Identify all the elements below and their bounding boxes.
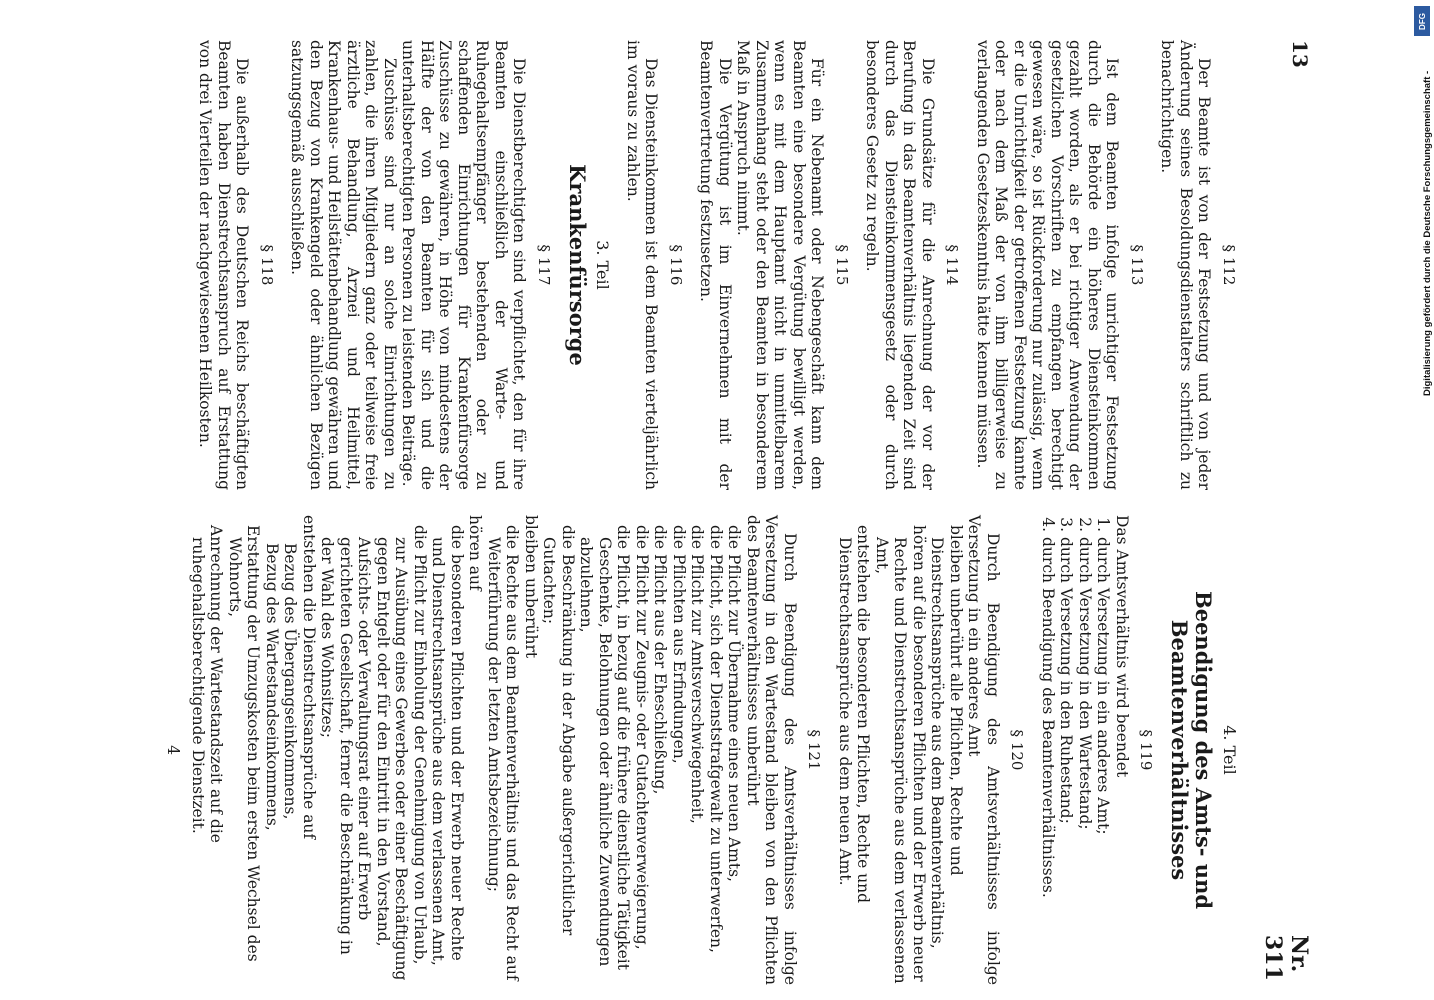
list-item: die Pflicht zur Übernahme eines neuen Amts, [725,525,744,882]
section-intro: Durch Beendigung des Amtsverhältnisses infolge Versetzung in ein anderes Amt [965,515,1002,985]
section-text: Für ein Nebenamt oder Nebengeschäft kann dem Beamten eine besondere Vergütung bewilligt werden, wenn es mit dem Hauptamt nicht in unmittelbarem Zusammenhang steht oder den Beamten in besonderem Maß in Anspruch nimmt. [734,40,827,490]
enumerated-list [1039,515,1113,985]
list-item: Anrechnung der Wartestandszeit auf die ruhegehaltsberechtigende Dienstzeit. [189,525,226,843]
section-intro: bleiben unberührt [522,515,540,659]
list-item: die Beschränkung in der Abgabe außergerichtlicher Gutachten; [540,525,577,936]
section-heading: § 115 [833,244,851,286]
list-item: hören auf die besonderen Pflichten und der Erwerb neuer Rechte und Dienstrechtsansprüche aus dem verlassenen Amt, [873,525,928,984]
list-item: bleiben unberührt alle Pflichten, Rechte und Dienstrechtsansprüche aus dem Beamtenverhältnis, [928,525,965,949]
section-text: Ist dem Beamten infolge unrichtiger Festsetzung durch die Behörde ein höheres Diensteinkommen gezahlt worden, als er bei richtiger Anwendung der gesetzlichen Vorschriften zu empfangen berechtigt gewesen wäre, so ist Rückforderung nur zulässig, wenn er die Unrichtigkeit der getroffenen Festsetzung kannte oder nach dem Maß der von ihm billigerweise zu verlangenden Gesetzeskenntnis hätte kennen müssen. [974,40,1122,490]
section-text: Das Diensteinkommen ist dem Beamten vierteljährlich im voraus zu zahlen. [624,40,661,490]
section-116 [624,40,686,490]
section-text: Die außerhalb des Deutschen Reichs beschäftigten Beamten haben Dienstrechtsanspruch auf Erstattung von drei Vierteilen der nachgewiesenen Heilkosten. [196,40,252,490]
running-head [1260,0,1380,1000]
right-column [164,515,1250,985]
section-120 [836,515,1027,985]
list-item: entstehen die besonderen Pflichten, Rechte und Dienstrechtsansprüche aus dem neuen Amt. [836,525,873,904]
list-item: Bezug des Wartestandseinkommens, [263,543,281,831]
part-label: 3. Teil [593,240,613,290]
list-item: die Pflicht zur Amtsverschwiegenheit, [688,525,707,824]
section-heading: § 118 [258,244,276,286]
section-heading: § 117 [535,244,553,286]
section-114 [863,40,962,490]
section-intro: Durch Beendigung des Amtsverhältnisses infolge Versetzung in den Wartestand bleiben von den Pflichten des Beamtenverhältnisses unberührt [744,515,799,985]
section-heading: § 119 [1137,729,1156,771]
list-item: die Pflicht, in bezug auf die frühere dienstliche Tätigkeit Geschenke, Belohnungen oder ähnliche Zuwendungen abzulehnen, [577,525,633,970]
section-text: Der Beamte ist von der Festsetzung und von jeder Änderung seines Besoldungsdienstalters schriftlich zu benachrichtigen. [1158,40,1214,490]
list-item: die Pflicht, sich der Dienststrafgewalt zu unterwerfen, [707,525,725,953]
section-heading: § 113 [1128,244,1146,286]
section-intro: hören auf [466,515,485,591]
sheet-signature-mark: 4 [164,745,183,755]
section-heading: § 112 [1220,244,1238,286]
credit-text: Digitalisierung gefördert durch die Deutsche Forschungsgemeinschaft - [1422,70,1433,396]
section-117 [288,40,553,490]
dfg-logo-text: DFG [1417,12,1427,30]
section-119 [1039,515,1156,985]
section-113 [974,40,1147,490]
list-item: 2. durch Versetzung in den Wartestand; [1076,537,1095,985]
document-number: Nr. 311 [1260,935,1312,981]
section-intro: entstehen die Dienstrechtsansprüche auf [300,515,318,840]
section-heading: § 114 [943,244,962,286]
section-text: Die Dienstberechtigten sind verpflichtet, den für ihre Beamten einschließlich der Warte- und Ruhegehaltsempfänger bestehenden oder zu schaffenden Einrichtungen für Krankenfürsorge Zuschüsse zu gewähren, in Höhe von mindestens der Hälfte der von den Beamten für sich und die unterhaltsberechtigten Personen zu leistenden Beiträge. [399,40,529,490]
section-heading: § 121 [805,729,824,771]
part-label: 4. Teil [1220,725,1239,775]
list-item: Bezug des Übergangseinkommens, [281,543,300,820]
section-121 [164,515,824,985]
section-115 [697,40,851,490]
page-number: 13 [1288,40,1312,68]
list-item: die Pflicht aus der Eheschließung, [651,525,670,795]
list-item: die Pflicht zur Einholung der Genehmigung von Urlaub, zur Ausübung eines Gewerbes oder einer Beschäftigung gegen Entgelt oder für den Eintritt in den Vorstand, Aufsichts- oder Verwaltungsrat einer auf Erwerb gerichteten Gesellschaft, ferner die Beschränkung in der Wahl des Wohnsitzes; [318,525,429,981]
digitization-credit [1422,6,1434,396]
list-item: 3. durch Versetzung in den Ruhestand; [1057,537,1076,985]
section-118 [196,40,276,490]
list-item: Erstattung der Umzugskosten beim ersten Wechsel des Wohnorts, [226,525,263,962]
list-item: die besonderen Pflichten und der Erwerb neuer Rechte und Dienstrechtsansprüche aus dem verlassenen Amt, [429,525,466,966]
list-item: 1. durch Versetzung in ein anderes Amt; [1094,537,1113,985]
section-heading: § 120 [1008,729,1027,771]
section-text: Die Grundsätze für die Anrechnung der vor der Berufung in das Beamtenverhältnis liegenden Zeit sind durch das Diensteinkommensgesetz oder durch besonderes Gesetz zu regeln. [863,40,937,490]
list-item: 4. durch Beendigung des Beamtenverhältnisses. [1039,537,1058,985]
list-item: die Pflicht zur Zeugnis- oder Gutachtenverweigerung, [633,525,651,950]
section-text: Zuschüsse sind nur an solche Einrichtungen zu zahlen, die ihren Mitgliedern ganz oder teilweise freie ärztliche Behandlung, Arznei und Heilmittel, Krankenhaus- und Heilstättenbehandlung gewähren und den Bezug von Krankengeld oder ähnlichen Bezügen satzungsgemäß ausschließen. [288,40,399,490]
left-column [196,40,1250,490]
part-title: Krankenfürsorge [565,164,590,366]
section-intro: Das Amtsverhältnis wird beendet [1113,515,1131,778]
list-item: die Pflichten aus Erfindungen, [670,525,688,764]
list-item: die Rechte aus dem Beamtenverhältnis und das Recht auf Weiterführung der letzten Amtsbezeichnung; [485,525,522,981]
section-text: Die Vergütung ist im Einvernehmen mit der Beamtenvertretung festzusetzen. [697,40,734,490]
part-title: Beendigung des Amts- und Beamtenverhältnisses [1167,590,1217,910]
section-112 [1158,40,1238,490]
section-heading: § 116 [667,244,685,286]
